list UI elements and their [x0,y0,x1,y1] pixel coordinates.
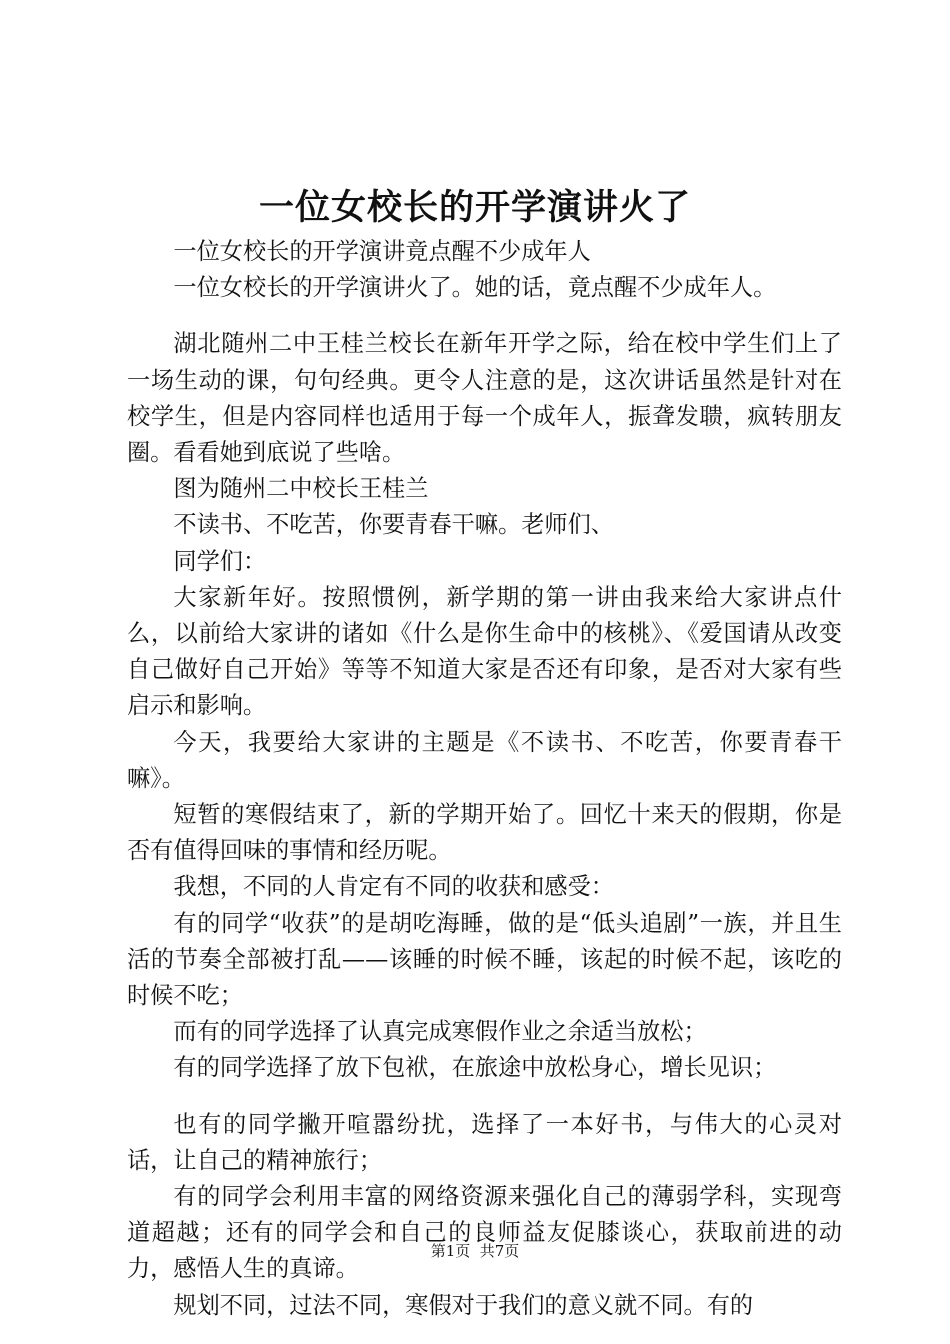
paragraph-reading: 也有的同学撇开喧嚣纷扰，选择了一本好书，与伟大的心灵对话，让自己的精神旅行； [127,1110,842,1174]
paragraph-intro: 一位女校长的开学演讲火了。她的话，竟点醒不少成年人。 [173,274,777,302]
page-footer: 第1页 共7页 [430,1242,520,1260]
paragraph-gap [127,306,842,326]
paragraph-photo-caption: 图为随州二中校长王桂兰 [173,475,429,503]
paragraph-holiday-recall: 短暂的寒假结束了，新的学期开始了。回忆十来天的假期，你是否有值得回味的事情和经历呢。 [127,801,842,865]
document-title: 一位女校长的开学演讲火了 [258,187,691,228]
document-body [127,234,842,1324]
paragraph-theme: 今天，我要给大家讲的主题是《不读书、不吃苦，你要青春干嘛》。 [127,728,842,792]
paragraph-gap [127,1087,842,1107]
paragraph-subtitle: 一位女校长的开学演讲竟点醒不少成年人 [173,238,591,265]
paragraph-binge: 有的同学“收获”的是胡吃海睡，做的是“低头追剧”一族，并且生活的节奏全部被打乱——该睡的时候不睡，该起的时候不起，该吃的时候不吃； [127,909,842,1010]
paragraph-opening: 大家新年好。按照惯例，新学期的第一讲由我来给大家讲点什么，以前给大家讲的诸如《什么是你生命中的核桃》、《爱国请从改变自己做好自己开始》等等不知道大家是否还有印象，是否对大家有些启示和影响。 [127,583,842,720]
paragraph-planning: 规划不同，过法不同，寒假对于我们的意义就不同。有的 [173,1291,754,1319]
paragraph-homework: 而有的同学选择了认真完成寒假作业之余适当放松； [173,1018,707,1046]
paragraph-travel: 有的同学选择了放下包袱，在旅途中放松身心，增长见识； [173,1054,777,1082]
paragraph-background: 湖北随州二中王桂兰校长在新年开学之际，给在校中学生们上了一场生动的课，句句经典。更令人注意的是，这次讲话虽然是针对在校学生，但是内容同样也适用于每一个成年人，振聋发聩，疯转朋友圈。看看她到底说了些啥。 [127,330,842,467]
paragraph-speech-title: 不读书、不吃苦，你要青春干嘛。老师们、 [173,511,614,539]
paragraph-online-learning: 有的同学会利用丰富的网络资源来强化自己的薄弱学科，实现弯道超越；还有的同学会和自己的良师益友促膝谈心，获取前进的动力，感悟人生的真谛。 [127,1183,842,1283]
paragraph-different-gains: 我想，不同的人肯定有不同的收获和感受： [173,873,614,901]
paragraph-greeting: 同学们： [173,547,267,575]
